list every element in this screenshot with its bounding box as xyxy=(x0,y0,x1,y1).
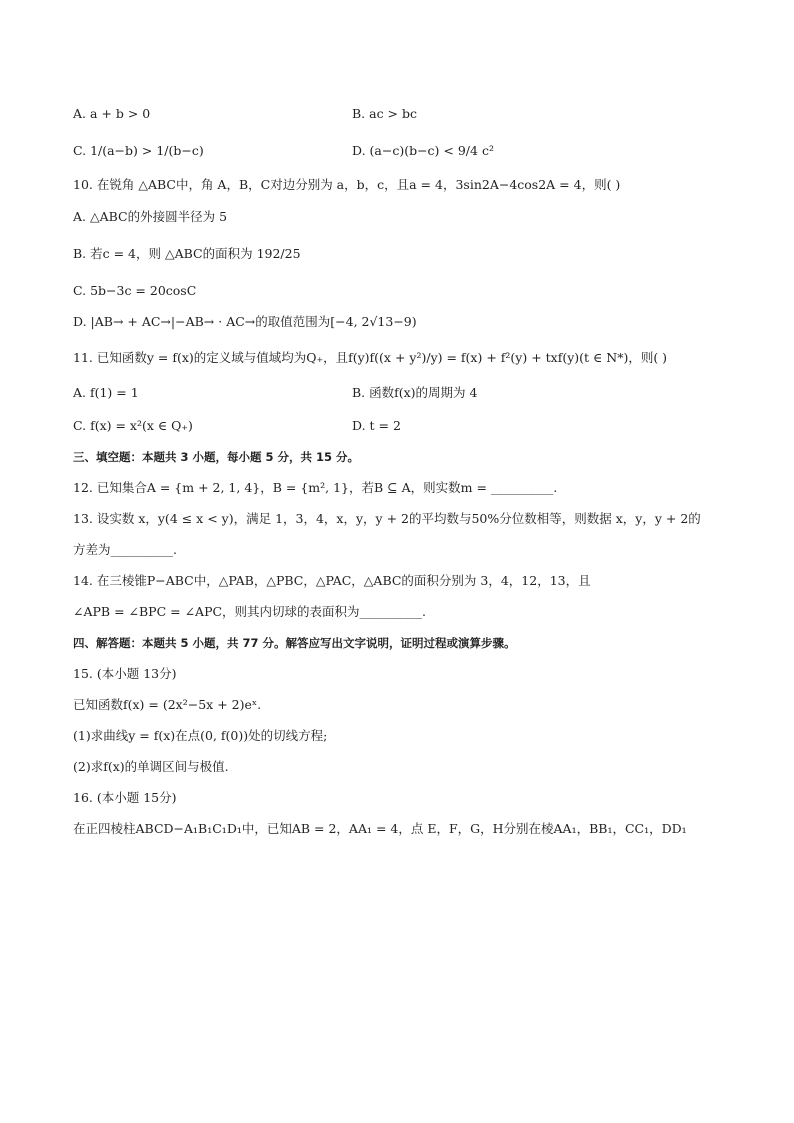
q13-line-1: 13. 设实数 x，y(4 ≤ x < y)，满足 1，3，4，x，y，y + 2的平均数与50%分位数相等，则数据 x，y，y + 2的 xyxy=(73,511,701,526)
q11-stem: 11. 已知函数y = f(x)的定义域与值域均为Q₊，且f(y)f((x + y²)/y) = f(x) + f²(y) + txf(y)(t ∈ N*)，则( ) xyxy=(73,350,668,365)
section-4-heading: 四、解答题：本题共 5 小题，共 77 分。解答应写出文字说明，证明过程或演算步骤。 xyxy=(73,636,516,650)
section-3-heading: 三、填空题：本题共 3 小题，每小题 5 分，共 15 分。 xyxy=(73,450,360,464)
q10-option-b: B. 若c = 4，则 △ABC的面积为 192/25 xyxy=(73,246,301,261)
q14-line-1: 14. 在三棱锥P−ABC中，△PAB，△PBC，△PAC，△ABC的面积分别为 3，4，12，13，且 xyxy=(73,573,591,588)
q15-text: 已知函数f(x) = (2x²−5x + 2)eˣ. xyxy=(73,697,262,712)
q10-option-c: C. 5b−3c = 20cosC xyxy=(73,283,197,298)
q15-part-2: (2)求f(x)的单调区间与极值. xyxy=(73,759,229,774)
q14-line-2: ∠APB = ∠BPC = ∠APC，则其内切球的表面积为__________. xyxy=(73,604,427,619)
q16-text: 在正四棱柱ABCD−A₁B₁C₁D₁中，已知AB = 2，AA₁ = 4，点 E，F，G，H分别在棱AA₁，BB₁，CC₁，DD₁ xyxy=(73,821,687,836)
q9-option-c: C. 1/(a−b) > 1/(b−c) xyxy=(73,143,204,158)
q11-option-a: A. f(1) = 1 xyxy=(73,385,139,400)
q15-part-1: (1)求曲线y = f(x)在点(0, f(0))处的切线方程; xyxy=(73,728,328,743)
q10-stem: 10. 在锐角 △ABC中，角 A，B，C对边分别为 a，b，c，且a = 4，3sin2A−4cos2A = 4，则( ) xyxy=(73,177,621,192)
q12: 12. 已知集合A = {m + 2, 1, 4}，B = {m², 1}，若B ⊆ A，则实数m = __________. xyxy=(73,480,558,495)
q11-option-c: C. f(x) = x²(x ∈ Q₊) xyxy=(73,418,193,433)
q9-option-b: B. ac > bc xyxy=(352,106,418,121)
q9-option-a: A. a + b > 0 xyxy=(73,106,151,121)
q15-title: 15. (本小题 13分) xyxy=(73,666,177,681)
q13-line-2: 方差为__________. xyxy=(73,542,177,557)
q16-title: 16. (本小题 15分) xyxy=(73,790,177,805)
q10-option-a: A. △ABC的外接圆半径为 5 xyxy=(73,209,228,224)
q11-option-b: B. 函数f(x)的周期为 4 xyxy=(352,385,478,400)
q10-option-d: D. |AB→ + AC→|−AB→ · AC→的取值范围为[−4, 2√13−9) xyxy=(73,314,417,329)
q11-option-d: D. t = 2 xyxy=(352,418,401,433)
q9-option-d: D. (a−c)(b−c) < 9/4 c² xyxy=(352,143,494,158)
